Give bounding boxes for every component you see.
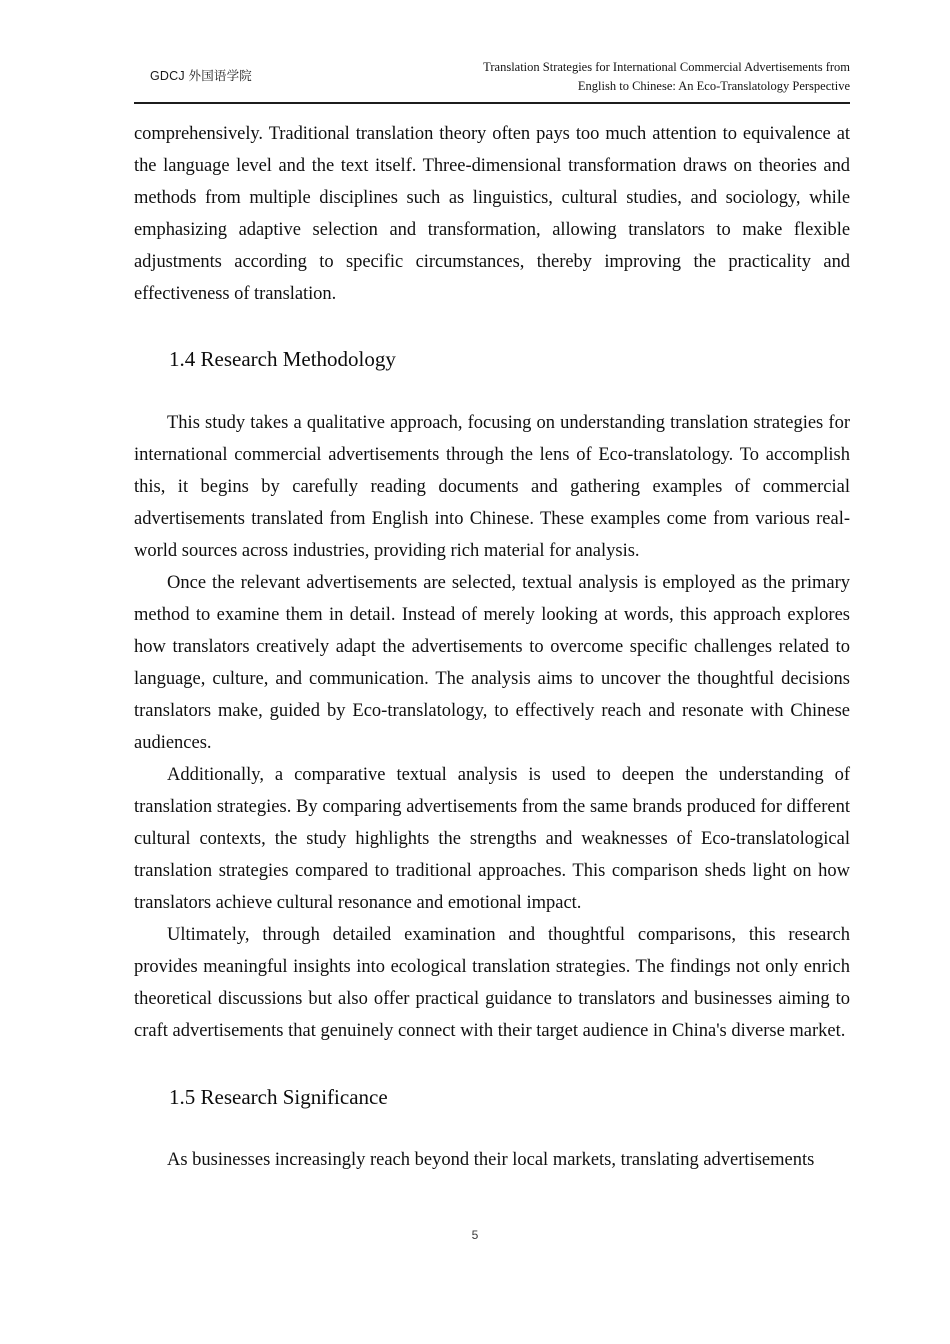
spacer-after-section-1-5: [134, 1112, 850, 1144]
header-title-line-2: English to Chinese: An Eco-Translatology Perspective: [577, 79, 850, 93]
section-heading-1-5: 1.5 Research Significance: [169, 1085, 388, 1109]
paragraph-significance-1: As businesses increasingly reach beyond their local markets, translating advertisements: [167, 1150, 815, 1170]
paragraph-methodology-4: Ultimately, through detailed examination and thoughtful comparisons, this research provides meaningful insights into ecological translation strategies. The findings not only enrich theoretical discussions but also offer practical guidance to translators and businesses aiming to craft advertisements that genuinely connect with their target audience in China's diverse market.: [134, 925, 850, 1041]
header-thesis-title: [420, 58, 850, 96]
spacer-before-section-1-4: [134, 310, 850, 344]
paragraph-methodology-3: Additionally, a comparative textual analysis is used to deepen the understanding of translation strategies. By comparing advertisements from the same brands produced for different cultural contexts, the study highlights the strengths and weaknesses of Eco-translatological translation strategies compared to traditional approaches. This comparison sheds light on how translators achieve cultural resonance and emotional impact.: [134, 765, 850, 913]
paragraph-methodology-1: This study takes a qualitative approach, focusing on understanding translation strategies for international commercial advertisements through the lens of Eco-translatology. To accomplish this, it begins by carefully reading documents and gathering examples of commercial advertisements translated from English into Chinese. These examples come from various real-world sources across industries, providing rich material for analysis.: [134, 413, 850, 561]
section-heading-1-4: 1.4 Research Methodology: [169, 347, 396, 371]
header-divider-rule: [134, 102, 850, 104]
header-institution-name: GDCJ 外国语学院: [150, 69, 253, 83]
page-body-content: [134, 118, 850, 1176]
paragraph-continued: comprehensively. Traditional translation theory often pays too much attention to equivalence at the language level and the text itself. Three-dimensional transformation draws on theories and methods from multiple disciplines such as linguistics, cultural studies, and sociology, while emphasizing adaptive selection and transformation, allowing translators to make flexible adjustments according to specific circumstances, thereby improving the practicality and effectiveness of translation.: [134, 124, 850, 304]
spacer-after-section-1-4: [134, 374, 850, 407]
header-title-line-1: Translation Strategies for International Commercial Advertisements from: [483, 60, 850, 74]
spacer-before-section-1-5: [134, 1047, 850, 1082]
paragraph-methodology-2: Once the relevant advertisements are selected, textual analysis is employed as the primary method to examine them in detail. Instead of merely looking at words, this approach explores how translators creatively adapt the advertisements to overcome specific challenges related to language, culture, and communication. The analysis aims to uncover the thoughtful decisions translators make, guided by Eco-translatology, to effectively reach and resonate with Chinese audiences.: [134, 573, 850, 753]
page-number: 5: [471, 1228, 479, 1242]
running-header: [134, 58, 850, 102]
